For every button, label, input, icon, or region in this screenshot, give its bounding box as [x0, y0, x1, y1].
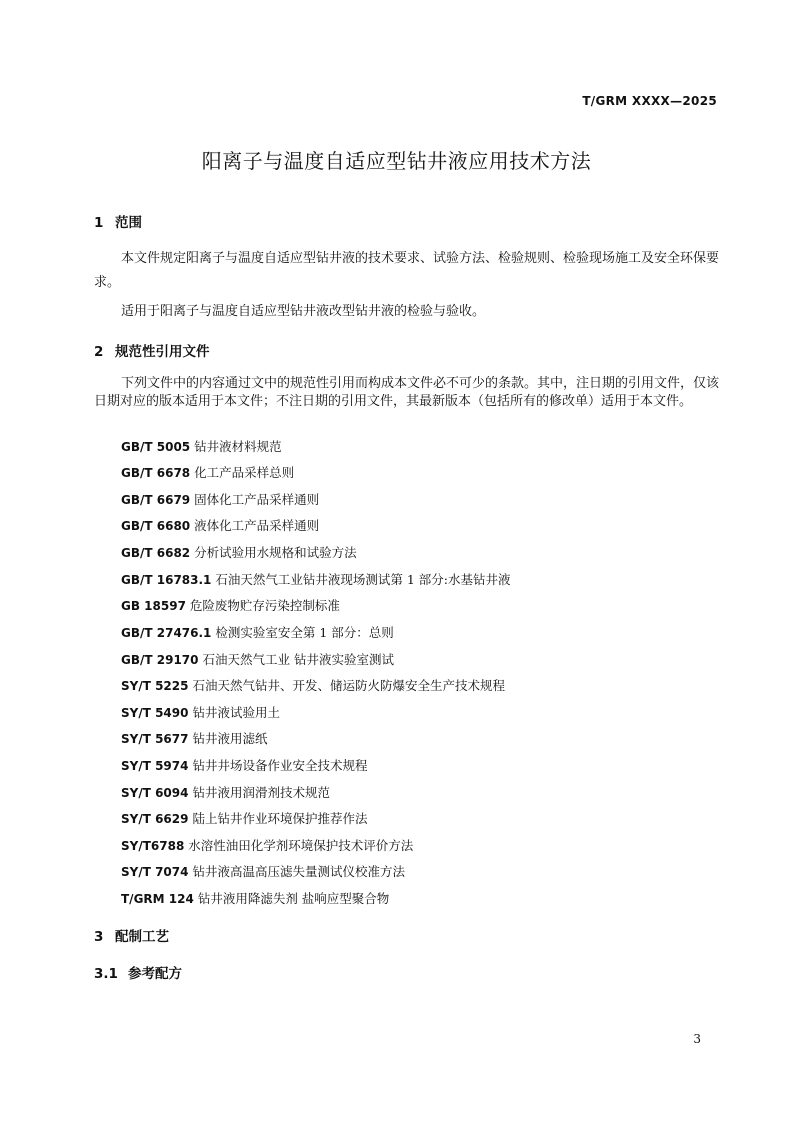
reference-item [121, 809, 367, 827]
reference-code: GB/T 6682 [121, 546, 191, 560]
reference-item [121, 596, 340, 614]
section-2-heading [94, 340, 210, 360]
reference-title: 钻井液用降滤失剂 盐响应型聚合物 [197, 891, 390, 906]
reference-item [121, 676, 505, 694]
subsection-3-1-heading [94, 962, 182, 982]
section-number: 3 [94, 929, 104, 945]
reference-code: SY/T 5974 [121, 759, 189, 773]
reference-code: GB/T 5005 [121, 440, 191, 454]
reference-code: SY/T 5490 [121, 706, 189, 720]
reference-code: T/GRM 124 [121, 892, 194, 906]
section-title: 范围 [115, 215, 142, 231]
reference-title: 钻井液用滤纸 [192, 731, 268, 746]
reference-code: SY/T 6094 [121, 786, 189, 800]
reference-title: 检测实验室安全第 1 部分：总则 [215, 625, 394, 640]
reference-item [121, 862, 405, 880]
section-1-heading [94, 211, 142, 231]
reference-item [121, 889, 389, 907]
reference-item [121, 729, 267, 747]
reference-code: SY/T 7074 [121, 865, 189, 879]
section-number: 2 [94, 344, 104, 360]
reference-code: GB/T 6678 [121, 466, 191, 480]
reference-title: 钻井液试验用土 [192, 705, 280, 720]
reference-title: 钻井井场设备作业安全技术规程 [192, 758, 368, 773]
reference-title: 石油天然气工业 钻井液实验室测试 [202, 652, 394, 667]
reference-code: SY/T 5677 [121, 732, 189, 746]
reference-title: 危险废物贮存污染控制标准 [189, 598, 340, 613]
section-3-heading [94, 925, 169, 945]
reference-code: GB/T 16783.1 [121, 573, 212, 587]
reference-code: GB/T 27476.1 [121, 626, 212, 640]
reference-item [121, 703, 280, 721]
reference-code: GB/T 6680 [121, 519, 191, 533]
section-title: 规范性引用文件 [115, 344, 210, 360]
reference-item [121, 650, 394, 668]
reference-title: 钻井液用润滑剂技术规范 [192, 785, 330, 800]
reference-item [121, 463, 294, 481]
scope-paragraph-2: 适用于阳离子与温度自适应型钻井液改型钻井液的检验与验收。 [121, 304, 486, 319]
reference-title: 固体化工产品采样通则 [194, 492, 320, 507]
section-title: 配制工艺 [115, 929, 169, 945]
reference-title: 分析试验用水规格和试验方法 [194, 545, 357, 560]
scope-paragraph-1: 本文件规定阳离子与温度自适应型钻井液的技术要求、试验方法、检验规则、检验现场施工及安全环保要求。 [94, 251, 720, 290]
reference-item [121, 437, 282, 455]
reference-item [121, 490, 319, 508]
reference-code: GB/T 29170 [121, 653, 199, 667]
reference-title: 钻井液高温高压滤失量测试仪校准方法 [192, 864, 405, 879]
reference-title: 液体化工产品采样通则 [194, 518, 320, 533]
references-intro: 下列文件中的内容通过文中的规范性引用而构成本文件必不可少的条款。其中，注日期的引用文件，仅该日期对应的版本适用于本文件；不注日期的引用文件，其最新版本（包括所有的修改单）适用于本文件。 [94, 376, 720, 409]
document-title: 阳离子与温度自适应型钻井液应用技术方法 [201, 149, 592, 173]
reference-title: 化工产品采样总则 [194, 465, 295, 480]
reference-item [121, 783, 330, 801]
reference-title: 石油天然气工业钻井液现场测试第 1 部分:水基钻井液 [215, 572, 511, 587]
reference-code: SY/T 5225 [121, 679, 189, 693]
reference-item [121, 756, 367, 774]
reference-item [121, 836, 413, 854]
reference-code: GB/T 6679 [121, 493, 191, 507]
reference-item [121, 543, 357, 561]
section-number: 1 [94, 215, 104, 231]
subsection-number: 3.1 [94, 966, 118, 982]
subsection-title: 参考配方 [128, 966, 182, 982]
reference-title: 钻井液材料规范 [194, 439, 282, 454]
reference-title: 陆上钻井作业环境保护推荐作法 [192, 811, 368, 826]
reference-code: SY/T 6629 [121, 812, 189, 826]
reference-code: SY/T6788 [121, 839, 185, 853]
document-code: T/GRM XXXX—2025 [582, 94, 717, 108]
reference-title: 石油天然气钻井、开发、储运防火防爆安全生产技术规程 [192, 678, 505, 693]
reference-item [121, 516, 319, 534]
reference-title: 水溶性油田化学剂环境保护技术评价方法 [188, 838, 414, 853]
reference-item [121, 623, 394, 641]
reference-code: GB 18597 [121, 599, 186, 613]
reference-item [121, 570, 511, 588]
page-number: 3 [693, 1032, 701, 1046]
